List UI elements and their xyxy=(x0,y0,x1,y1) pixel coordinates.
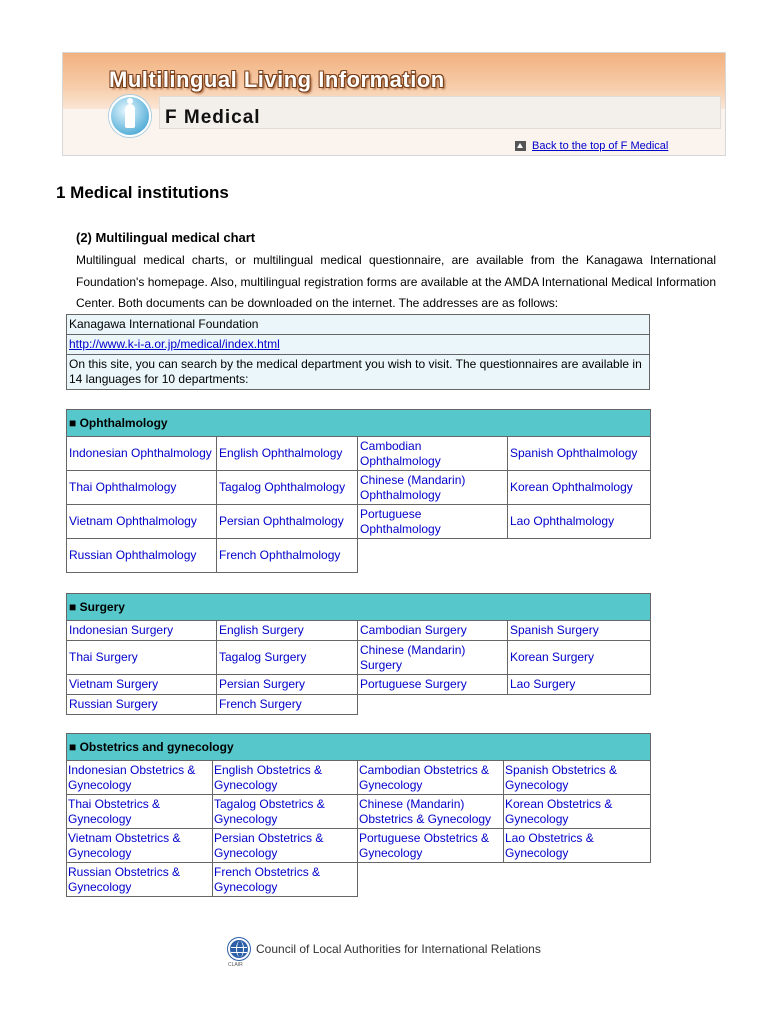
chart-link[interactable]: Korean Ophthalmology xyxy=(510,480,633,494)
table-cell[interactable] xyxy=(67,437,217,471)
chart-link[interactable]: Chinese (Mandarin) Obstetrics & Gynecology xyxy=(359,796,492,826)
table-cell[interactable] xyxy=(508,471,651,505)
table-cell[interactable] xyxy=(504,761,651,795)
table-cell[interactable] xyxy=(508,675,651,695)
chart-link[interactable]: Spanish Ophthalmology xyxy=(510,446,638,460)
table-cell[interactable] xyxy=(67,695,217,715)
chart-link[interactable]: Persian Surgery xyxy=(219,677,306,691)
table-cell[interactable] xyxy=(358,437,508,471)
chart-link[interactable]: Indonesian Obstetrics & Gynecology xyxy=(68,762,196,792)
obstetrics-header: ■ Obstetrics and gynecology xyxy=(67,734,651,761)
table-cell[interactable] xyxy=(217,695,358,715)
chart-link[interactable]: Persian Obstetrics & Gynecology xyxy=(214,830,324,860)
table-cell[interactable] xyxy=(67,761,213,795)
chart-link[interactable]: Cambodian Ophthalmology xyxy=(360,438,441,468)
chart-link[interactable]: Vietnam Ophthalmology xyxy=(69,514,197,528)
chart-link[interactable]: Spanish Obstetrics & Gynecology xyxy=(505,762,618,792)
intro-paragraph: Multilingual medical charts, or multilingual medical questionnaire, are available from the Kanagawa International Foundation's homepage. Also, multilingual registration forms are available at the AMDA International Medical Information Center. Both documents can be downloaded on the internet. The addresses are as follows: xyxy=(76,253,716,311)
table-cell[interactable] xyxy=(217,471,358,505)
table-cell[interactable] xyxy=(508,621,651,641)
chart-link[interactable]: Chinese (Mandarin) Surgery xyxy=(360,642,466,672)
url-cell xyxy=(67,335,650,355)
footer-org-name: Council of Local Authorities for International Relations xyxy=(256,942,541,956)
chart-link[interactable]: Portuguese Obstetrics & Gynecology xyxy=(359,830,490,860)
ophthalmology-table xyxy=(66,409,651,573)
section-title: F Medical xyxy=(165,107,261,128)
table-cell[interactable] xyxy=(213,863,358,897)
chart-link[interactable]: Lao Ophthalmology xyxy=(510,514,615,528)
back-to-top-link[interactable]: Back to the top of F Medical xyxy=(532,140,669,152)
footer xyxy=(228,938,541,968)
table-cell[interactable] xyxy=(358,829,504,863)
chart-link[interactable]: Russian Surgery xyxy=(69,697,158,711)
page-title: Multilingual Living Information xyxy=(109,67,445,92)
chart-link[interactable]: Cambodian Obstetrics & Gynecology xyxy=(359,762,490,792)
chart-link[interactable]: Vietnam Surgery xyxy=(69,677,159,691)
table-cell[interactable] xyxy=(213,829,358,863)
table-cell[interactable] xyxy=(358,471,508,505)
chart-link[interactable]: Chinese (Mandarin) Ophthalmology xyxy=(360,472,466,502)
table-cell[interactable] xyxy=(504,795,651,829)
table-cell[interactable] xyxy=(67,675,217,695)
chart-link[interactable]: English Ophthalmology xyxy=(219,446,343,460)
table-cell[interactable] xyxy=(67,641,217,675)
obstetrics-table xyxy=(66,733,651,897)
chart-link[interactable]: English Obstetrics & Gynecology xyxy=(214,762,323,792)
table-cell[interactable] xyxy=(508,641,651,675)
footer-logo-text: CLAIR xyxy=(228,962,243,968)
table-cell[interactable] xyxy=(358,505,508,539)
table-cell[interactable] xyxy=(217,539,358,573)
globe-icon xyxy=(228,938,250,968)
surgery-header: ■ Surgery xyxy=(67,594,651,621)
info-note: On this site, you can search by the medical department you wish to visit. The questionnaires are available in 14 languages for 10 departments: xyxy=(67,355,650,390)
org-name: Kanagawa International Foundation xyxy=(67,315,650,335)
info-box xyxy=(66,314,650,390)
table-cell[interactable] xyxy=(67,795,213,829)
table-cell[interactable] xyxy=(217,621,358,641)
ophthalmology-header: ■ Ophthalmology xyxy=(67,410,651,437)
table-cell[interactable] xyxy=(358,795,504,829)
chart-link[interactable]: Tagalog Surgery xyxy=(219,650,307,664)
chart-link[interactable]: Portuguese Surgery xyxy=(360,677,467,691)
chart-link[interactable]: Tagalog Ophthalmology xyxy=(219,480,346,494)
table-cell[interactable] xyxy=(508,437,651,471)
table-cell[interactable] xyxy=(213,761,358,795)
table-cell[interactable] xyxy=(67,829,213,863)
person-info-icon xyxy=(109,95,151,137)
chart-link[interactable]: Lao Obstetrics & Gynecology xyxy=(505,830,594,860)
chart-link[interactable]: Thai Surgery xyxy=(69,650,138,664)
chart-link[interactable]: Korean Obstetrics & Gynecology xyxy=(505,796,613,826)
empty-cell xyxy=(358,539,508,573)
chart-link[interactable]: Spanish Surgery xyxy=(510,623,599,637)
empty-cell xyxy=(508,695,651,715)
chart-link[interactable]: Indonesian Ophthalmology xyxy=(69,446,212,460)
back-to-top[interactable] xyxy=(515,140,668,152)
chart-link[interactable]: Tagalog Obstetrics & Gynecology xyxy=(214,796,325,826)
surgery-table xyxy=(66,593,651,715)
chart-link[interactable]: Thai Obstetrics & Gynecology xyxy=(68,796,161,826)
table-cell[interactable] xyxy=(67,621,217,641)
table-cell[interactable] xyxy=(67,505,217,539)
chart-link[interactable]: English Surgery xyxy=(219,623,304,637)
table-cell[interactable] xyxy=(358,621,508,641)
empty-cell xyxy=(508,539,651,573)
section-heading: 1 Medical institutions xyxy=(56,183,229,202)
empty-cell xyxy=(504,863,651,897)
chart-link[interactable]: Cambodian Surgery xyxy=(360,623,467,637)
table-cell[interactable] xyxy=(508,505,651,539)
table-cell[interactable] xyxy=(358,675,508,695)
table-cell[interactable] xyxy=(358,641,508,675)
subsection-heading: (2) Multilingual medical chart xyxy=(76,230,256,245)
empty-cell xyxy=(358,695,508,715)
chart-link[interactable]: Russian Ophthalmology xyxy=(69,548,197,562)
empty-cell xyxy=(358,863,504,897)
chart-link[interactable]: French Ophthalmology xyxy=(219,548,341,562)
table-cell[interactable] xyxy=(217,437,358,471)
table-cell[interactable] xyxy=(504,829,651,863)
chart-link[interactable]: Russian Obstetrics & Gynecology xyxy=(68,864,181,894)
chart-link[interactable]: Indonesian Surgery xyxy=(69,623,174,637)
chart-link[interactable]: French Surgery xyxy=(219,697,302,711)
table-cell[interactable] xyxy=(213,795,358,829)
chart-link[interactable]: Korean Surgery xyxy=(510,650,595,664)
chart-link[interactable]: Vietnam Obstetrics & Gynecology xyxy=(68,830,181,860)
table-cell[interactable] xyxy=(67,539,217,573)
table-cell[interactable] xyxy=(67,863,213,897)
arrow-up-icon[interactable] xyxy=(515,141,526,151)
table-cell[interactable] xyxy=(217,641,358,675)
foundation-url-link[interactable]: http://www.k-i-a.or.jp/medical/index.html xyxy=(69,337,280,351)
table-cell[interactable] xyxy=(67,471,217,505)
chart-link[interactable]: Persian Ophthalmology xyxy=(219,514,344,528)
table-cell[interactable] xyxy=(217,505,358,539)
chart-link[interactable]: French Obstetrics & Gynecology xyxy=(214,864,321,894)
chart-link[interactable]: Thai Ophthalmology xyxy=(69,480,177,494)
chart-link[interactable]: Lao Surgery xyxy=(510,677,576,691)
table-cell[interactable] xyxy=(358,761,504,795)
table-cell[interactable] xyxy=(217,675,358,695)
chart-link[interactable]: Portuguese Ophthalmology xyxy=(360,506,441,536)
